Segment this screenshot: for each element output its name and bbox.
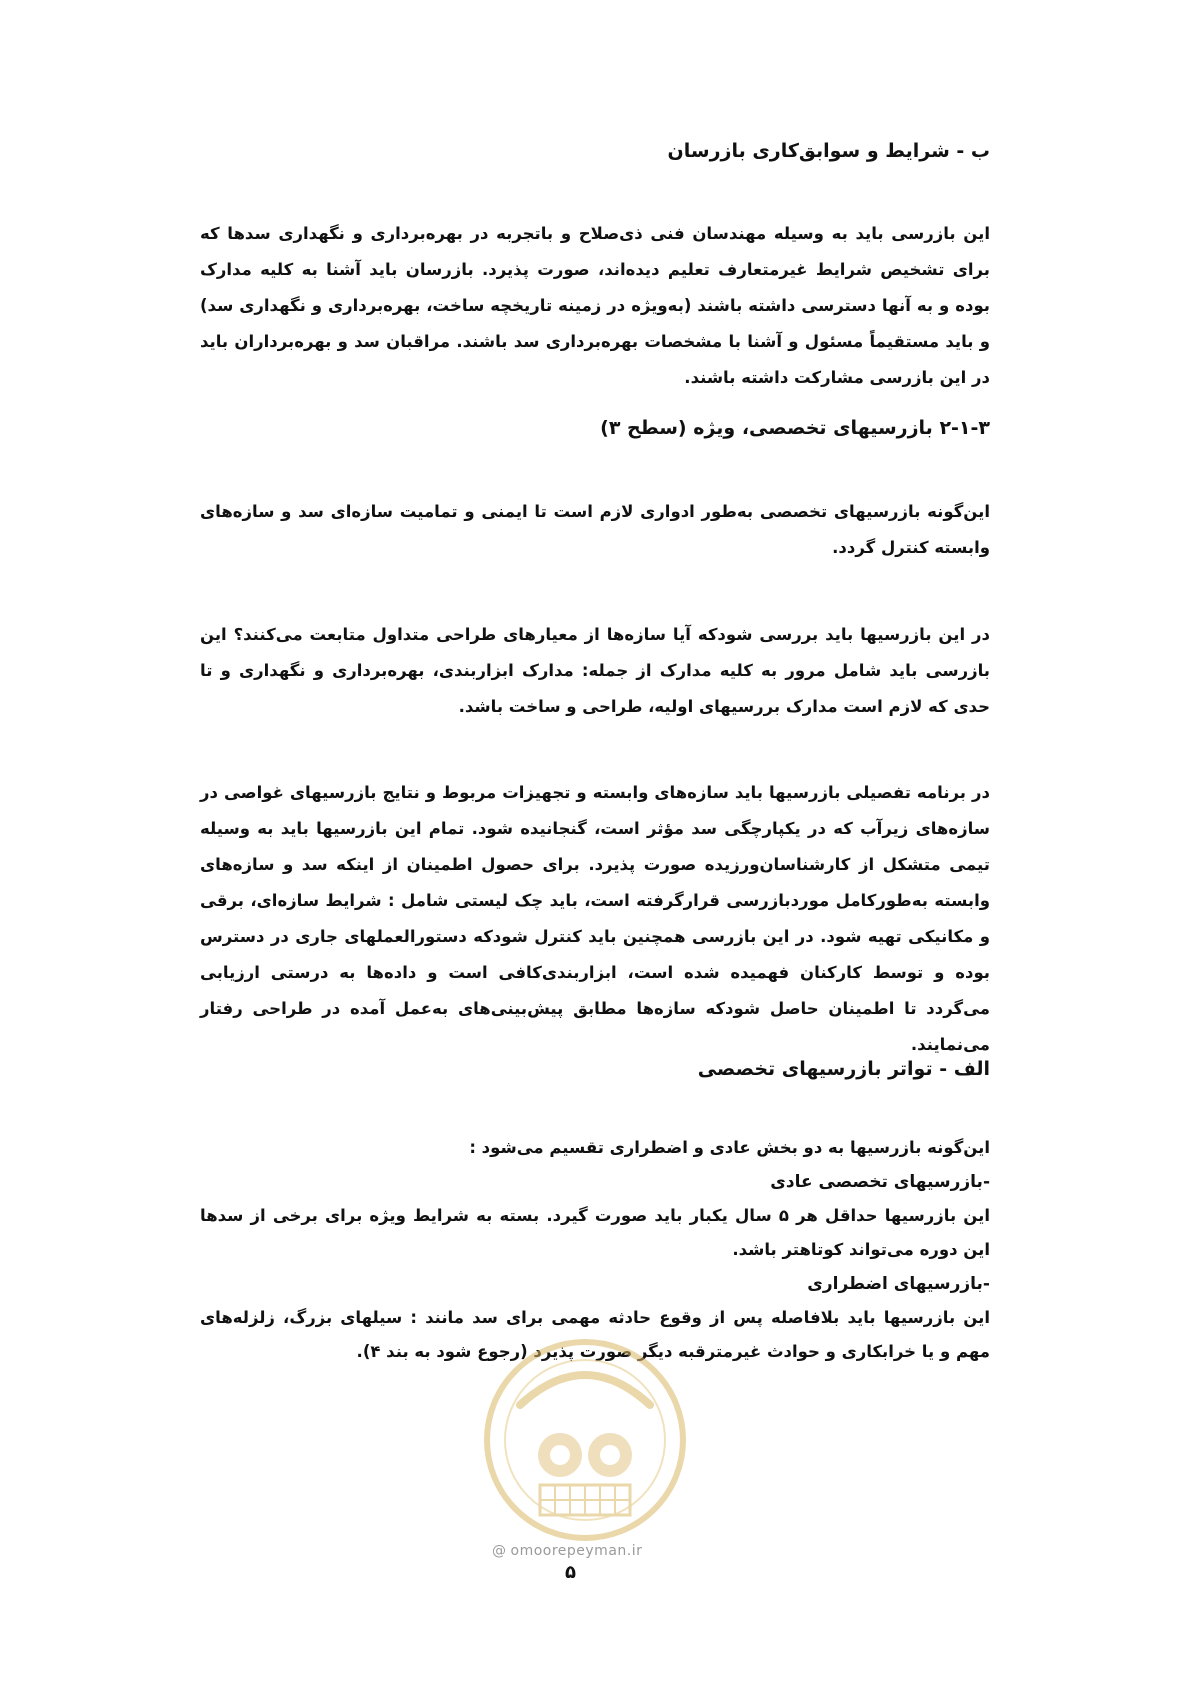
frequency-block [200, 1131, 990, 1369]
paragraph-special-inspections-program [200, 775, 990, 1063]
subheading-emergency-inspections: -بازرسیهای اضطراری [807, 1274, 990, 1294]
watermark-site [492, 1543, 642, 1559]
section-heading-special-inspections: ۲-۱-۳ بازرسیهای تخصصی، ویژه (سطح ۳) [600, 417, 990, 439]
paragraph-inspector-conditions [200, 216, 990, 396]
paragraph-text: این‌گونه بازرسیهای تخصصی به‌طور ادواری لازم است تا ایمنی و تمامیت سازه‌ای سد و سازه‌های وابسته کنترل گردد. [200, 502, 990, 557]
paragraph-special-inspections-scope [200, 617, 990, 725]
watermark-logo-icon [480, 1335, 690, 1545]
section-heading-inspection-frequency: الف - تواتر بازرسیهای تخصصی [697, 1058, 990, 1080]
paragraph-text: این بازرسی باید به وسیله مهندسان فنی ذی‌صلاح و باتجربه در بهره‌برداری و نگهداری سدها که برای تشخیص شرایط غیرمتعارف تعلیم دیده‌اند، صورت پذیرد. بازرسان باید آشنا به کلیه مدارک بوده و به آنها دسترسی داشته باشند (به‌ویژه در زمینه تاریخچه ساخت، بهره‌برداری و نگهداری سد) و باید مستقیماً مسئول و آشنا با مشخصات بهره‌برداری سد باشند. مراقبان سد و بهره‌برداران باید در این بازرسی مشارکت داشته باشند. [200, 224, 990, 387]
subheading-regular-inspections: -بازرسیهای تخصصی عادی [770, 1172, 990, 1192]
at-icon: @ [492, 1543, 507, 1559]
frequency-intro: این‌گونه بازرسیها به دو بخش عادی و اضطراری تقسیم می‌شود : [469, 1138, 990, 1157]
paragraph-special-inspections-purpose [200, 494, 990, 566]
page-number: ۵ [565, 1562, 576, 1583]
paragraph-text: در این بازرسیها باید بررسی شود‌که آیا سازه‌ها از معیارهای طراحی متداول متابعت می‌کنند؟ این بازرسی باید شامل مرور به کلیه مدارک از جمله: مدارک ابزاربندی، بهره‌برداری و نگهداری و تا حدی که لازم است مدارک بررسیهای اولیه، طراحی و ساخت باشد. [200, 625, 990, 716]
emergency-inspections-text: این بازرسیها باید بلافاصله پس از وقوع حادثه مهمی برای سد مانند : سیلهای بزرگ، زلزله‌های مهم و یا خرابکاری و حوادث غیرمترقبه دیگر صورت پذیرد (رجوع شود به بند ۴). [200, 1308, 990, 1361]
watermark-site-text: omoorepeyman.ir [510, 1543, 643, 1559]
section-heading-inspector-conditions: ب - شرایط و سوابق‌کاری بازرسان [667, 140, 990, 162]
paragraph-text: در برنامه تفصیلی بازرسیها باید سازه‌های وابسته و تجهیزات مربوط و نتایج بازرسیهای غواصی در سازه‌های زیرآب که در یکپارچگی سد مؤثر است، گنجانیده شود. تمام این بازرسیها باید به وسیله تیمی متشکل از کارشناسان‌ورزیده صورت پذیرد. برای حصول اطمینان از اینکه سد و سازه‌های وابسته به‌طور‌کامل مورد‌بازرسی قرار‌گرفته است، باید چک لیستی شامل : شرایط سازه‌ای، برقی و مکانیکی تهیه شود. در این بازرسی همچنین باید کنترل شود‌که دستورالعملهای جاری در دسترس بوده و توسط کارکنان فهمیده شده است، ابزاربندی‌کافی است و داده‌ها به درستی ارزیابی می‌گردد تا اطمینان حاصل شود‌که سازه‌ها مطابق پیش‌بینی‌های به‌عمل آمده در طراحی رفتار می‌نمایند. [200, 783, 990, 1054]
regular-inspections-text: این بازرسیها حداقل هر ۵ سال یکبار باید صورت گیرد. بسته به شرایط ویژه برای برخی از سدها این دوره می‌تواند کوتاهتر باشد. [200, 1206, 990, 1259]
